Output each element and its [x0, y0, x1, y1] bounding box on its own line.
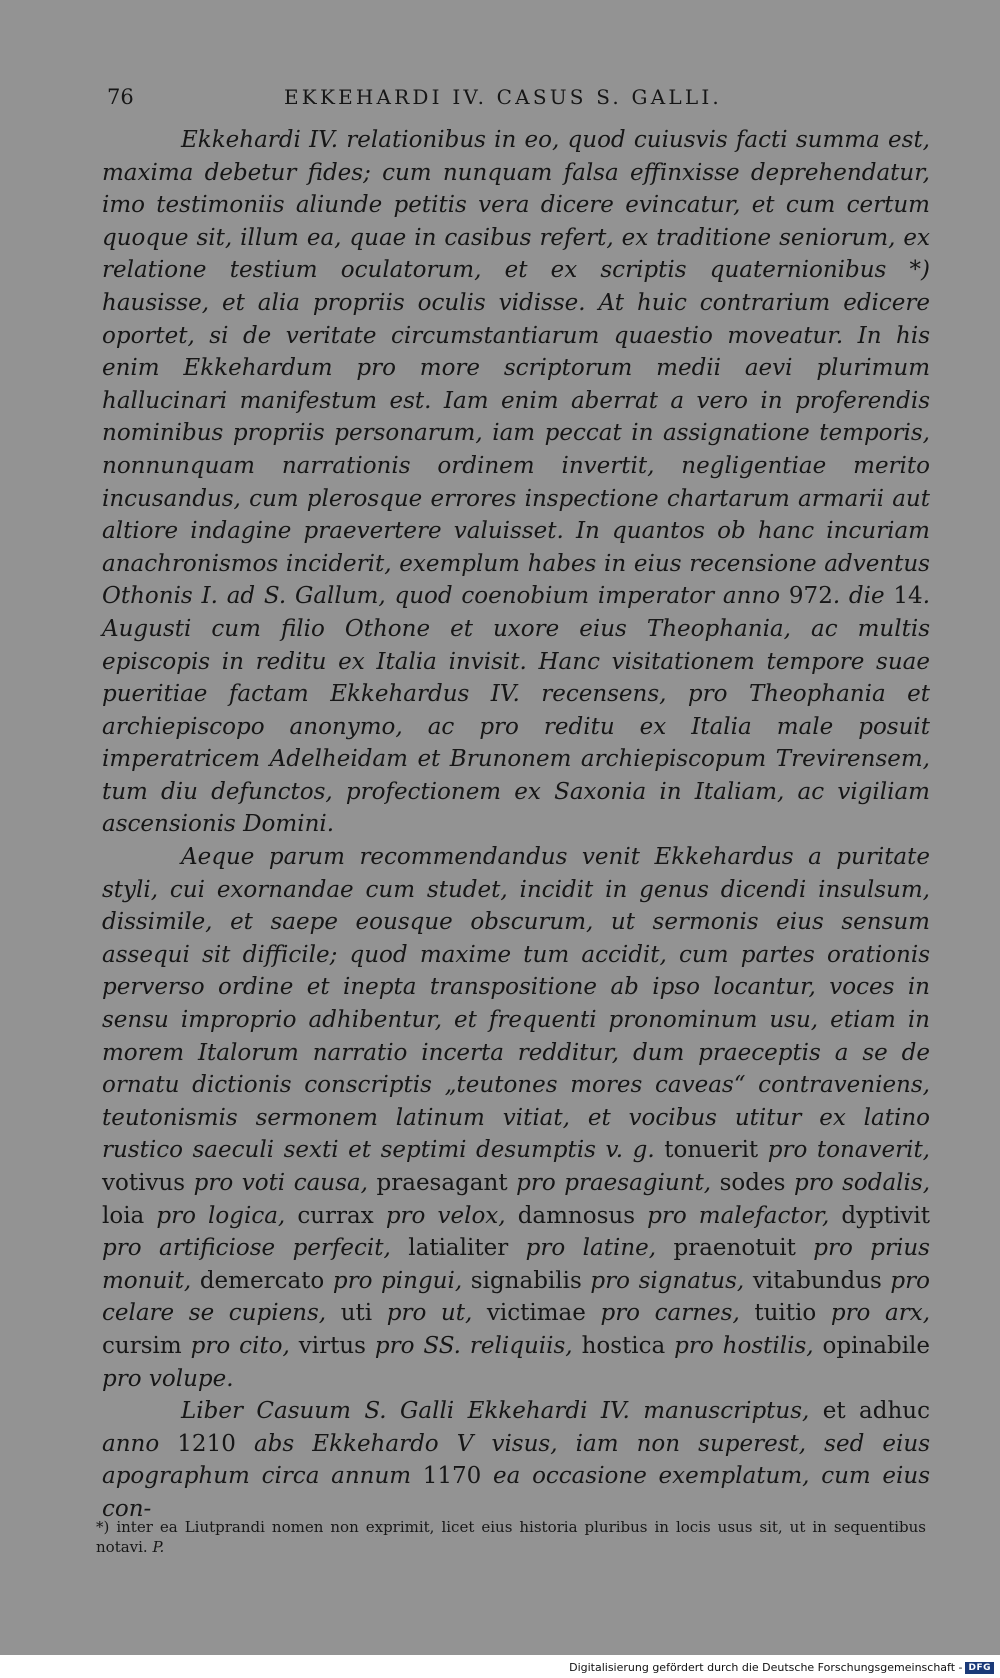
digitization-credit — [569, 1661, 994, 1674]
roman-run: praesagant — [376, 1170, 508, 1196]
roman-run: demercato — [199, 1267, 325, 1294]
paragraph — [102, 1395, 930, 1525]
page-number: 76 — [107, 85, 134, 109]
roman-run: damnosus — [517, 1202, 636, 1229]
roman-run: uti — [340, 1300, 373, 1327]
roman-run: hostica — [581, 1332, 666, 1359]
roman-run: tuitio — [754, 1300, 817, 1327]
roman-run: tonuerit — [664, 1137, 759, 1164]
roman-run: 972 — [788, 583, 833, 610]
italic-run: pro signatus, — [581, 1267, 753, 1294]
dfg-logo: DFG — [965, 1662, 994, 1674]
italic-run: ea occasione exemplatum, cum eius con- — [102, 1463, 930, 1522]
italic-run: pro praesagiunt, — [507, 1170, 720, 1196]
italic-run: pro arx, — [816, 1300, 930, 1327]
italic-run: pro logica, — [144, 1202, 298, 1229]
roman-run: 1170 — [422, 1463, 482, 1490]
roman-run: dyptivit — [841, 1202, 930, 1229]
italic-run: pro pingui, — [324, 1267, 471, 1294]
roman-run: latialiter — [408, 1235, 509, 1262]
roman-run: vitabundus — [752, 1267, 882, 1294]
italic-run: pro latine, — [508, 1235, 674, 1262]
roman-run: votivus — [102, 1170, 186, 1196]
roman-run: signabilis — [470, 1267, 582, 1294]
italic-run: pro artificiose perfecit, — [102, 1235, 409, 1262]
italic-run: Liber Casuum S. Galli Ekkehardi IV. manuscriptus, — [181, 1398, 823, 1425]
italic-run: Ekkehardi IV. relationibus in eo, quod cuiusvis facti summa est, maxima debetur fides; cum nunquam falsa effinxisse deprehendatur, imo testimoniis aliunde petitis vera dicere evincatur, et cum certum quoque sit, illum ea, quae in casibus refert, ex traditione seniorum, ex relatione testium oculatorum, et ex scriptis quaternionibus *) hausisse, et alia propriis oculis vidisse. At huic contrarium edicere oportet, si de veritate circumstantiarum quaestio moveatur. In his enim Ekkehardum pro more scriptorum medii aevi plurimum hallucinari manifestum est. Iam enim aberrat a vero in proferendis nominibus propriis personarum, iam peccat in assignatione temporis, nonnunquam narrationis ordinem invertit, negligentiae merito incusandus, cum plerosque errores inspectione chartarum armarii aut altiore indagine praevertere valuisset. In quantos ob hanc incuriam anachronismos inciderit, exemplum habes in eius recensione adventus Othonis I. ad S. Gallum, quod coenobium imperator anno — [102, 127, 930, 610]
page-header — [96, 85, 910, 115]
roman-run: 1210 — [177, 1430, 236, 1457]
roman-run: victimae — [486, 1300, 586, 1327]
italic-run: pro SS. reliquiis, — [365, 1332, 582, 1359]
roman-run: et adhuc — [822, 1398, 930, 1425]
roman-run: virtus — [298, 1332, 366, 1359]
paragraph — [102, 841, 930, 1395]
italic-run: . Augusti cum filio Othone et uxore eius Theophania, ac multis episcopis in reditu ex Italia invisit. Hanc visitationem tempore suae pueritiae factam Ekkehardus IV. recensens, pro Theophania et archiepiscopo anonymo, ac pro reditu ex Italia male posuit imperatricem Adelheidam et Brunonem archiepiscopum Trevirensem, tum diu defunctos, profectionem ex Saxonia in Italiam, ac vigiliam ascensionis Domini. — [102, 583, 930, 838]
italic-run: pro cito, — [181, 1332, 299, 1359]
italic-run: pro tonaverit, — [758, 1137, 930, 1164]
paragraph — [102, 124, 930, 841]
italic-run: pro malefactor, — [635, 1202, 842, 1229]
running-title: EKKEHARDI IV. CASUS S. GALLI. — [284, 85, 722, 109]
italic-run: pro carnes, — [585, 1300, 755, 1327]
roman-run: 14 — [893, 583, 923, 610]
footnote-text: *) inter ea Liutprandi nomen non exprimit, licet eius historia pluribus in locis usus sit, ut in sequentibus notavi. — [96, 1518, 926, 1556]
footnote — [96, 1517, 926, 1557]
italic-run: pro voti causa, — [185, 1170, 377, 1196]
italic-run: anno — [102, 1430, 178, 1457]
roman-run: loia — [102, 1202, 145, 1229]
roman-run: sodes — [719, 1170, 786, 1196]
italic-run: pro ut, — [372, 1300, 487, 1327]
footnote-signature: P. — [152, 1538, 165, 1556]
italic-run: pro celare se cupiens, — [102, 1267, 930, 1327]
roman-run: opinabile — [822, 1332, 931, 1359]
italic-run: abs Ekkehardo V visus, iam non superest, sed eius apographum circa annum — [102, 1430, 930, 1490]
italic-run: pro volupe. — [102, 1365, 234, 1392]
roman-run: cursim — [102, 1332, 182, 1359]
roman-run: currax — [297, 1202, 374, 1229]
body-text — [102, 124, 930, 1526]
italic-run: pro hostilis, — [665, 1332, 823, 1359]
italic-run: pro velox, — [373, 1202, 518, 1229]
credit-text: Digitalisierung gefördert durch die Deutsche Forschungsgemeinschaft - — [569, 1661, 963, 1674]
italic-run: pro sodalis, — [785, 1170, 931, 1196]
italic-run: Aeque parum recommendandus venit Ekkehardus a puritate styli, cui exornandae cum studet, incidit in genus dicendi insulsum, dissimile, et saepe eousque obscurum, ut sermonis eius sensum assequi sit difficile; quod maxime tum accidit, cum partes orationis perverso ordine et inepta transpositione ab ipso locantur, voces in sensu improprio adhibentur, et frequenti pronominum usu, etiam in morem Italorum narratio incerta redditur, dum praeceptis a se de ornatu dictionis conscriptis „teutones mores caveas“ contraveniens, teutonismis sermonem latinum vitiat, et vocibus utitur ex latino rustico saeculi sexti et septimi desumptis v. g. — [102, 844, 930, 1164]
roman-run: praenotuit — [673, 1235, 796, 1262]
italic-run: pro prius monuit, — [102, 1235, 930, 1294]
italic-run: . die — [832, 583, 894, 610]
